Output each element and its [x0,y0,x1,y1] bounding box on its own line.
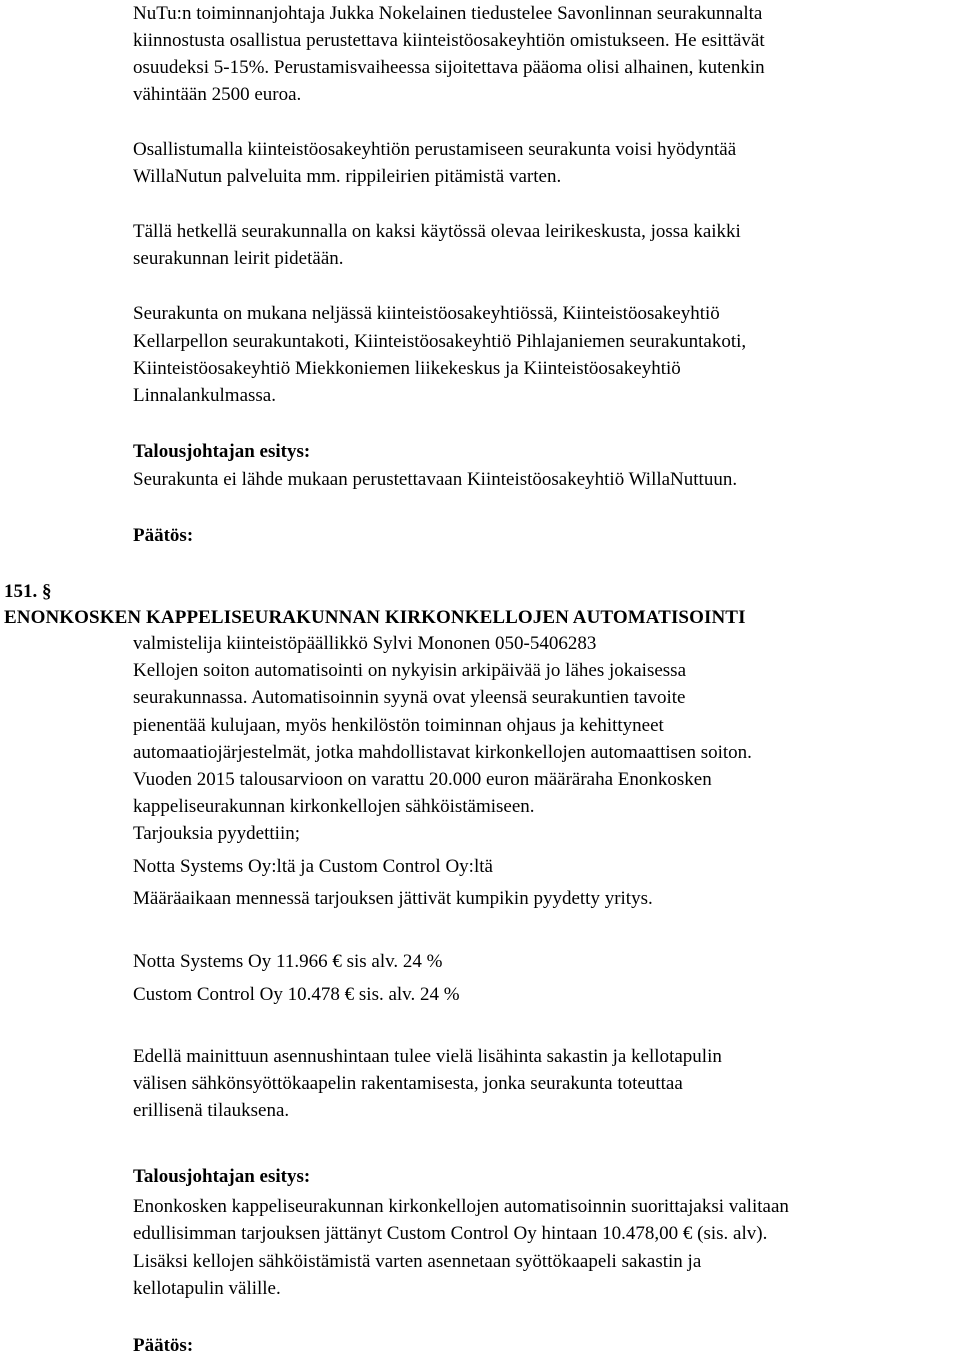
note-line-1: Edellä mainittuun asennushintaan tulee vielä lisähinta sakastin ja kellotapulin [133,1046,722,1067]
section-title: ENONKOSKEN KAPPELISEURAKUNNAN KIRKONKELLOJEN AUTOMATISOINTI [4,607,746,628]
body-line-7: Tarjouksia pyydettiin; [133,823,301,844]
p3-line-1: Tällä hetkellä seurakunnalla on kaksi käytössä olevaa leirikeskusta, jossa kaikki [133,221,741,242]
body-line-3: pienentää kulujaan, myös henkilöstön toiminnan ohjaus ja kehittyneet [133,715,664,736]
p2-line-2: WillaNutun palveluita mm. rippileirien pitämistä varten. [133,166,562,187]
proposal-line-3: Lisäksi kellojen sähköistämistä varten asennetaan syöttökaapeli sakastin ja [133,1251,702,1272]
proposal-line-2: edullisimman tarjouksen jättänyt Custom Control Oy hintaan 10.478,00 € (sis. alv). [133,1223,768,1244]
offer-notta: Notta Systems Oy 11.966 € sis alv. 24 % [133,951,443,972]
body-line-6: kappeliseurakunnan kirkonkellojen sähköistämiseen. [133,796,535,817]
p4-line-4: Linnalankulmassa. [133,385,276,406]
p4-line-3: Kiinteistöosakeyhtiö Miekkoniemen liikekeskus ja Kiinteistöosakeyhtiö [133,358,681,379]
proposal-heading-1: Talousjohtajan esitys: [133,441,311,462]
p1-line-4: vähintään 2500 euroa. [133,84,302,105]
decision-heading-1: Päätös: [133,525,194,546]
proposal-line-4: kellotapulin välille. [133,1278,281,1299]
offer-custom-control: Custom Control Oy 10.478 € sis. alv. 24 % [133,984,460,1005]
decision-heading-2: Päätös: [133,1335,194,1356]
requested-from: Notta Systems Oy:ltä ja Custom Control Oy:ltä [133,856,493,877]
paragraph-sign: § [42,581,52,602]
proposal-text-1: Seurakunta ei lähde mukaan perustettavaan Kiinteistöosakeyhtiö WillaNuttuun. [133,469,738,490]
p3-line-2: seurakunnan leirit pidetään. [133,248,344,269]
p2-line-1: Osallistumalla kiinteistöosakeyhtiön perustamiseen seurakunta voisi hyödyntää [133,139,737,160]
proposal-heading-2: Talousjohtajan esitys: [133,1166,311,1187]
section-number: 151. § [4,581,52,602]
note-line-2: välisen sähkönsyöttökaapelin rakentamisesta, jonka seurakunta toteuttaa [133,1073,683,1094]
deadline-line: Määräaikaan mennessä tarjouksen jättivät kumpikin pyydetty yritys. [133,888,653,909]
note-line-3: erillisenä tilauksena. [133,1100,290,1121]
proposal-line-1: Enonkosken kappeliseurakunnan kirkonkellojen automatisoinnin suorittajaksi valitaan [133,1196,789,1217]
preparer-line: valmistelija kiinteistöpäällikkö Sylvi Mononen 050-5406283 [133,633,597,654]
body-line-5: Vuoden 2015 talousarvioon on varattu 20.000 euron määräraha Enonkosken [133,769,712,790]
p1-line-2: kiinnostusta osallistua perustettava kiinteistöosakeyhtiön omistukseen. He esittävät [133,30,765,51]
body-line-1: Kellojen soiton automatisointi on nykyisin arkipäivää jo lähes jokaisessa [133,660,687,681]
body-line-2: seurakunnassa. Automatisoinnin syynä ovat yleensä seurakuntien tavoite [133,687,686,708]
body-line-4: automaatiojärjestelmät, jotka mahdollistavat kirkonkellojen automaattisen soiton. [133,742,752,763]
p4-line-1: Seurakunta on mukana neljässä kiinteistöosakeyhtiössä, Kiinteistöosakeyhtiö [133,303,720,324]
p4-line-2: Kellarpellon seurakuntakoti, Kiinteistöosakeyhtiö Pihlajaniemen seurakuntakoti, [133,331,747,352]
p1-line-1: NuTu:n toiminnanjohtaja Jukka Nokelainen tiedustelee Savonlinnan seurakunnalta [133,3,763,24]
p1-line-3: osuudeksi 5-15%. Perustamisvaiheessa sijoitettava pääoma olisi alhainen, kutenkin [133,57,765,78]
